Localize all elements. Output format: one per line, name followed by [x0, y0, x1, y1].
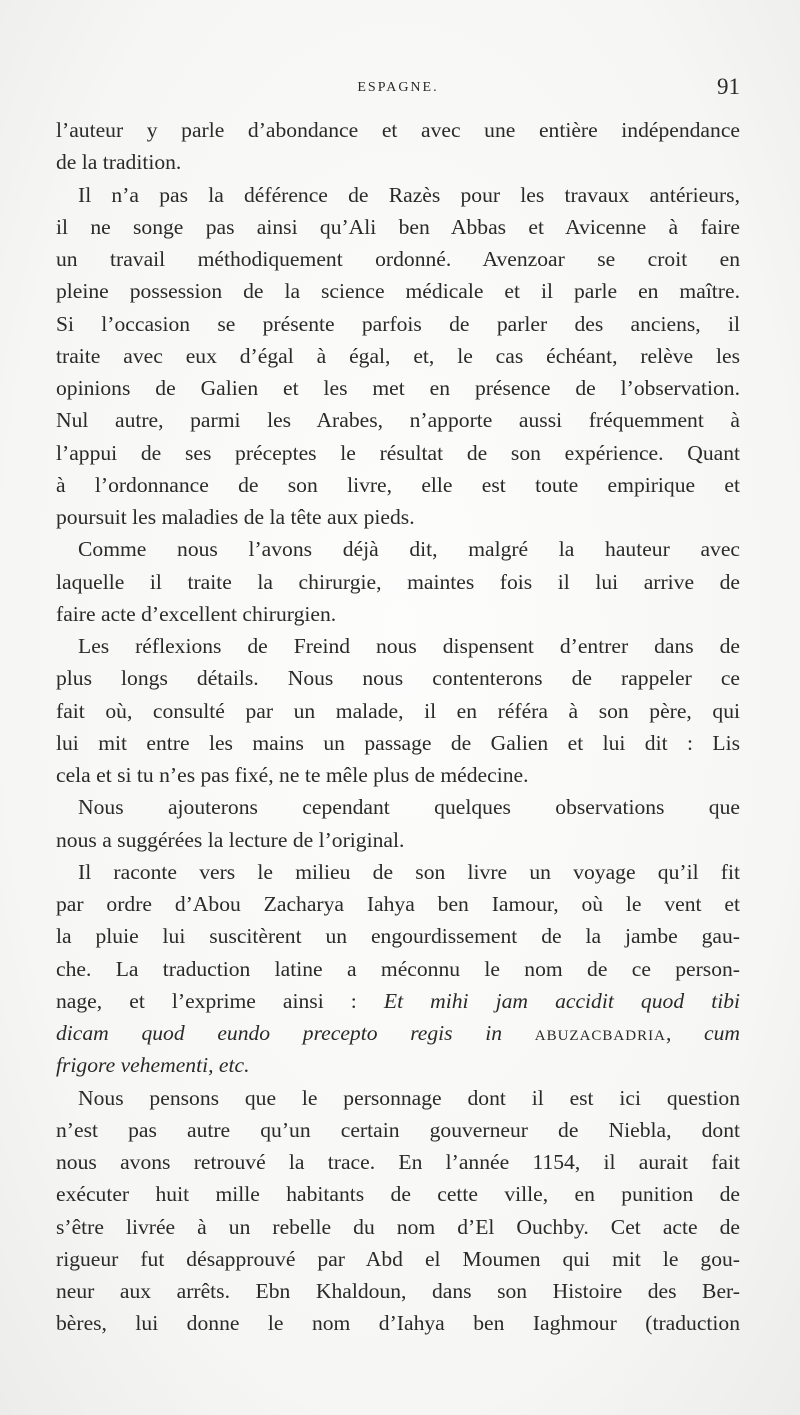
text-segment: l’appui de ses préceptes le résultat de son expérience. Quant — [56, 440, 740, 465]
text-segment: fait où, consulté par un malade, il en référa à son père, qui — [56, 698, 740, 723]
text-segment: traite avec eux d’égal à égal, et, le cas échéant, relève les — [56, 343, 740, 368]
text-segment: nous avons retrouvé la trace. En l’année 1154, il aurait fait — [56, 1150, 740, 1174]
text-line — [56, 146, 740, 178]
text-line — [56, 856, 740, 888]
text-segment: la pluie lui suscitèrent un engourdissement de la jambe gau- — [56, 924, 740, 949]
text-line — [56, 1017, 740, 1049]
text-line — [56, 888, 740, 920]
running-head — [56, 74, 740, 102]
text-line — [56, 695, 740, 727]
text-segment: opinions de Galien et les met en présence de l’observation. — [56, 376, 740, 400]
italic-text: cum — [704, 1021, 740, 1045]
text-line — [56, 824, 740, 856]
text-segment: plus longs détails. Nous nous contenterons de rappeler ce — [56, 666, 740, 691]
text-line — [56, 533, 740, 565]
italic-text: frigore vehementi, etc. — [56, 1053, 250, 1078]
text-segment: s’être livrée à un rebelle du nom d’El Ouchby. Cet acte de — [56, 1214, 740, 1239]
text-line — [56, 1082, 740, 1114]
text-line — [56, 1211, 740, 1243]
text-segment: neur aux arrêts. Ebn Khaldoun, dans son Histoire des Ber- — [56, 1279, 740, 1303]
text-line — [56, 727, 740, 759]
text-segment: un travail méthodiquement ordonné. Avenzoar se croit en — [56, 247, 740, 271]
text-line — [56, 340, 740, 372]
text-line — [56, 308, 740, 340]
text-line — [56, 1114, 740, 1146]
italic-text: dicam quod eundo precepto regis in — [56, 1021, 535, 1045]
text-segment: nage, et l’exprime ainsi : — [56, 988, 384, 1013]
text-segment: bères, lui donne le nom d’Iahya ben Iaghmour (traduction — [56, 1311, 740, 1336]
text-line — [56, 114, 740, 146]
text-line — [56, 985, 740, 1017]
text-segment: Nous pensons que le personnage dont il est ici question — [78, 1085, 740, 1110]
text-segment: Il raconte vers le milieu de son livre un voyage qu’il fit — [78, 859, 740, 884]
text-line — [56, 630, 740, 662]
text-segment: laquelle il traite la chirurgie, maintes fois il lui arrive de — [56, 569, 740, 594]
text-segment: Il n’a pas la déférence de Razès pour les travaux antérieurs, — [78, 182, 740, 207]
text-line — [56, 437, 740, 469]
text-segment: poursuit les maladies de la tête aux pieds. — [56, 505, 415, 529]
text-line — [56, 501, 740, 533]
text-line — [56, 566, 740, 598]
italic-text: Et mihi jam accidit quod tibi — [383, 988, 740, 1013]
text-segment: faire acte d’excellent chirurgien. — [56, 601, 337, 626]
text-segment: Nous ajouterons cependant quelques observations que — [78, 795, 740, 820]
text-segment: l’auteur y parle d’abondance et avec une entière indépendance — [56, 118, 740, 142]
text-line — [56, 243, 740, 275]
text-segment: pleine possession de la science médicale et il parle en maître. — [56, 279, 740, 304]
text-segment: Si l’occasion se présente parfois de parler des anciens, il — [56, 311, 740, 336]
text-line — [56, 662, 740, 694]
text-line — [56, 1275, 740, 1307]
text-segment: Nul autre, parmi les Arabes, n’apporte aussi fréquemment à — [56, 408, 740, 433]
text-segment: n’est pas autre qu’un certain gouverneur de Niebla, dont — [56, 1117, 740, 1142]
page-number: 91 — [717, 74, 740, 99]
text-segment: nous a suggérées la lecture de l’original. — [56, 827, 405, 852]
text-line — [56, 1307, 740, 1339]
text-line — [56, 1178, 740, 1210]
running-head-title: ESPAGNE. — [357, 80, 439, 95]
text-segment: Comme nous l’avons déjà dit, malgré la hauteur avec — [78, 537, 740, 562]
text-line — [56, 920, 740, 952]
text-line — [56, 1049, 740, 1081]
text-line — [56, 759, 740, 791]
text-segment: exécuter huit mille habitants de cette ville, en punition de — [56, 1182, 740, 1207]
text-line — [56, 1243, 740, 1275]
text-segment: , — [665, 1021, 705, 1045]
text-line — [56, 791, 740, 823]
text-line — [56, 953, 740, 985]
body-text — [56, 114, 740, 1340]
small-caps-text: ABUZACBADRIA — [534, 1028, 666, 1044]
text-segment: de la tradition. — [56, 150, 182, 175]
text-segment: par ordre d’Abou Zacharya Iahya ben Iamour, où le vent et — [56, 892, 740, 916]
text-line — [56, 372, 740, 404]
text-segment: à l’ordonnance de son livre, elle est toute empirique et — [56, 472, 740, 497]
text-line — [56, 469, 740, 501]
text-line — [56, 404, 740, 436]
text-segment: che. La traduction latine a méconnu le nom de ce person- — [56, 956, 740, 981]
text-segment: lui mit entre les mains un passage de Galien et lui dit : Lis — [56, 730, 740, 755]
text-segment: Les réflexions de Freind nous dispensent d’entrer dans de — [78, 634, 740, 658]
text-line — [56, 598, 740, 630]
text-segment: cela et si tu n’es pas fixé, ne te mêle plus de médecine. — [56, 763, 529, 787]
text-line — [56, 1146, 740, 1178]
text-segment: il ne songe pas ainsi qu’Ali ben Abbas et Avicenne à faire — [56, 214, 740, 239]
text-segment: rigueur fut désapprouvé par Abd el Moumen qui mit le gou- — [56, 1246, 740, 1271]
text-line — [56, 211, 740, 243]
text-line — [56, 275, 740, 307]
text-line — [56, 179, 740, 211]
